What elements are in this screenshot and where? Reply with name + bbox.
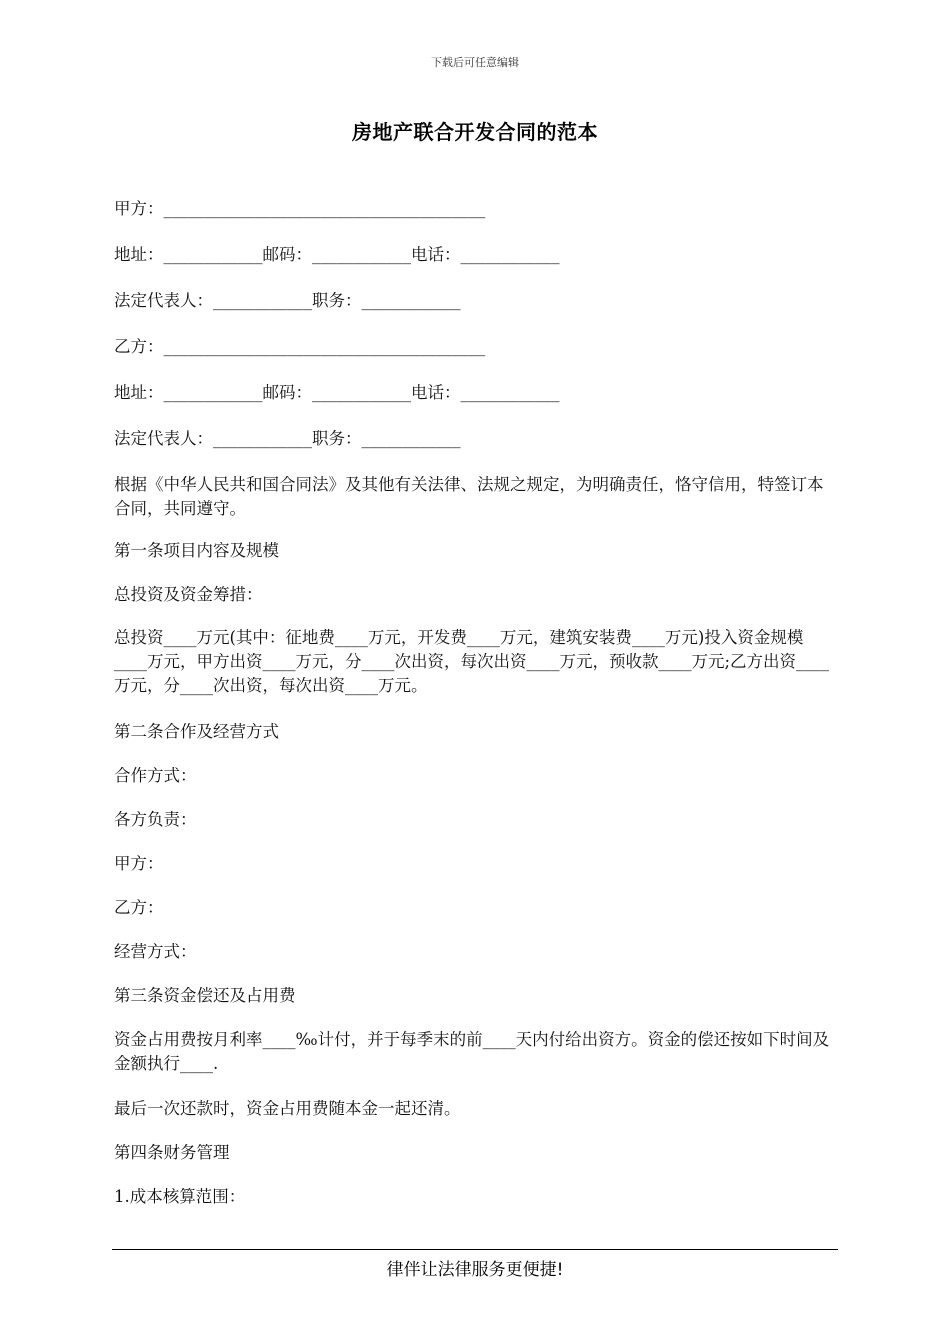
header-note: 下载后可任意编辑 [431,56,519,69]
cost-scope-item: 1.成本核算范围： [114,1187,246,1206]
party-b-line: 乙方：_______________________________________ [114,337,486,356]
final-repayment-paragraph: 最后一次还款时，资金占用费随本金一起还清。 [114,1099,461,1118]
cooperation-mode-label: 合作方式： [114,766,197,785]
party-b-address-line: 地址：____________邮码：____________电话：____________ [114,383,560,402]
party-a-line: 甲方：_______________________________________ [114,199,486,218]
preamble-paragraph: 根据《中华人民共和国合同法》及其他有关法律、法规之规定，为明确责任，恪守信用，特签订本合同，共同遵守。 [114,475,824,518]
party-b-representative-line: 法定代表人：____________职务：____________ [114,429,461,448]
investment-paragraph: 总投资____万元(其中：征地费____万元，开发费____万元，建筑安装费____万元)投入资金规模____万元，甲方出资____万元，分____次出资，每次出资____万元，预收款____万元;乙方出资____万元，分____次出资，每次出资____万元。 [114,628,830,695]
party-b-duty-label: 乙方： [114,898,164,917]
article-1-heading: 第一条项目内容及规模 [114,541,279,560]
party-a-representative-line: 法定代表人：____________职务：____________ [114,291,461,310]
party-a-duty-label: 甲方： [114,854,164,873]
article-2-heading: 第二条合作及经营方式 [114,722,279,741]
footer-slogan: 律伴让法律服务更便捷! [386,1260,564,1280]
investment-heading: 总投资及资金筹措： [114,585,263,604]
document-title: 房地产联合开发合同的范本 [352,120,598,144]
interest-paragraph: 资金占用费按月利率____‰计付，并于每季末的前____天内付给出资方。资金的偿还按如下时间及金额执行____. [114,1030,830,1073]
article-4-heading: 第四条财务管理 [114,1143,230,1162]
party-a-address-line: 地址：____________邮码：____________电话：____________ [114,245,560,264]
article-3-heading: 第三条资金偿还及占用费 [114,986,296,1005]
responsibilities-label: 各方负责： [114,810,197,829]
footer-rule [112,1249,838,1250]
operation-mode-label: 经营方式： [114,942,197,961]
